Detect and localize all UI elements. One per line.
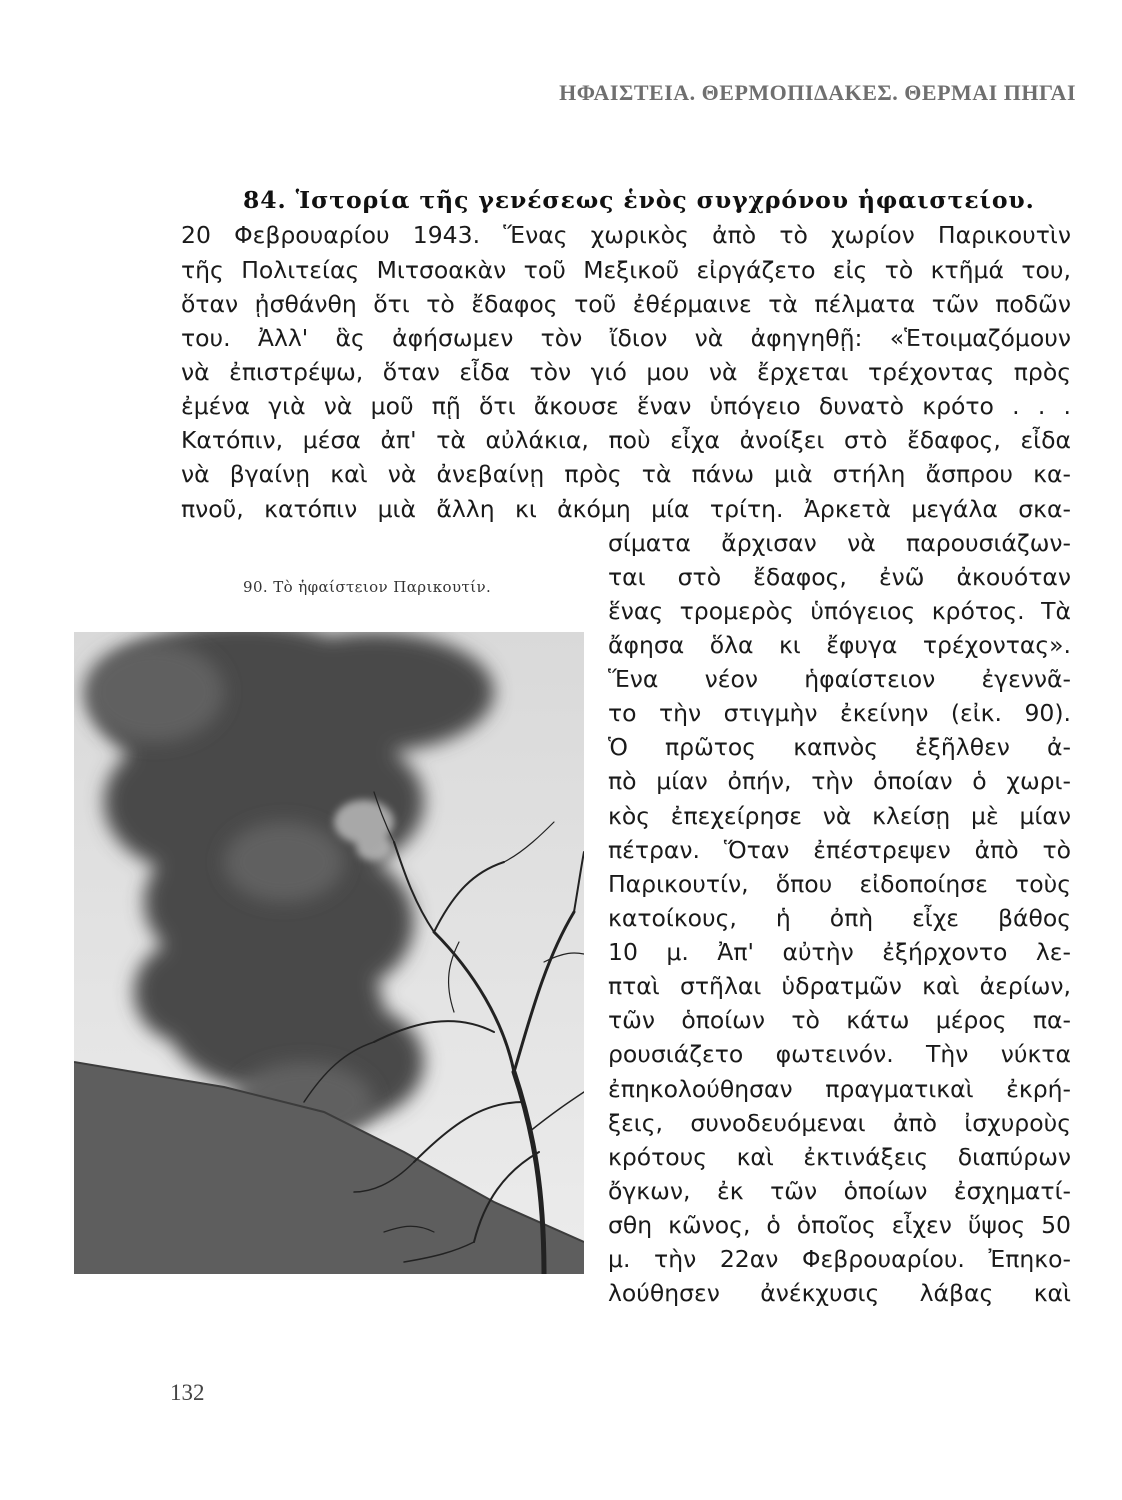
body-line: νὰ βγαίνῃ καὶ νὰ ἀνεβαίνῃ πρὸς τὰ πάνω μιὰ στήλη ἄσπρου κα- xyxy=(181,460,1071,488)
column-line: Ἕνα νέον ἡφαίστειον ἐγεννᾶ- xyxy=(608,665,1071,693)
running-head: ΗΦΑΙΣΤΕΙΑ. ΘΕΡΜΟΠΙΔΑΚΕΣ. ΘΕΡΜΑΙ ΠΗΓΑΙ xyxy=(559,80,1076,105)
body-line: τῆς Πολιτείας Μιτσοακὰν τοῦ Μεξικοῦ εἰργάζετο εἰς τὸ κτῆμά του, xyxy=(181,256,1071,284)
column-line: Παρικουτίν, ὅπου εἰδοποίησε τοὺς xyxy=(608,870,1071,898)
section-heading: 84. Ἱστορία τῆς γενέσεως ἑνὸς συγχρόνου ἡφαιστείου. xyxy=(243,186,1035,214)
column-line: τῶν ὁποίων τὸ κάτω μέρος πα- xyxy=(608,1006,1071,1034)
figure-caption: 90. Τὸ ἡφαίστειον Παρικουτίν. xyxy=(243,578,492,596)
body-line: ἐμένα γιὰ νὰ μοῦ πῇ ὅτι ἄκουσε ἕναν ὑπόγειο δυνατὸ κρότο . . . xyxy=(181,392,1071,420)
column-line: λούθησεν ἀνέκχυσις λάβας καὶ xyxy=(608,1279,1071,1307)
column-line: Ὁ πρῶτος καπνὸς ἐξῆλθεν ἀ- xyxy=(608,733,1071,761)
column-line: κατοίκους, ἡ ὀπὴ εἶχε βάθος xyxy=(608,904,1071,932)
column-line: ὄγκων, ἐκ τῶν ὁποίων ἐσχηματί- xyxy=(608,1177,1071,1205)
body-line: νὰ ἐπιστρέψω, ὅταν εἶδα τὸν γιό μου νὰ ἔρχεται τρέχοντας πρὸς xyxy=(181,358,1071,386)
column-line: ἕνας τρομερὸς ὑπόγειος κρότος. Τὰ xyxy=(608,597,1071,625)
column-line: σθη κῶνος, ὁ ὁποῖος εἶχεν ὕψος 50 xyxy=(608,1211,1071,1239)
body-line: ὅταν ᾐσθάνθη ὅτι τὸ ἔδαφος τοῦ ἐθέρμαινε τὰ πέλματα τῶν ποδῶν xyxy=(181,290,1071,318)
column-line: σίματα ἄρχισαν νὰ παρουσιάζων- xyxy=(608,529,1071,557)
column-line: ἐπηκολούθησαν πραγματικαὶ ἐκρή- xyxy=(608,1075,1071,1103)
page-number: 132 xyxy=(170,1380,205,1405)
column-line: ξεις, συνοδευόμεναι ἀπὸ ἰσχυροὺς xyxy=(608,1109,1071,1137)
column-line: 10 μ. Ἀπ' αὐτὴν ἐξήρχοντο λε- xyxy=(608,938,1071,966)
column-line: ἄφησα ὅλα κι ἔφυγα τρέχοντας». xyxy=(608,631,1071,659)
column-line: ρουσιάζετο φωτεινόν. Τὴν νύκτα xyxy=(608,1040,1071,1068)
column-line: πὸ μίαν ὀπήν, τὴν ὁποίαν ὁ χωρι- xyxy=(608,767,1071,795)
body-line: πνοῦ, κατόπιν μιὰ ἄλλη κι ἀκόμη μία τρίτη. Ἀρκετὰ μεγάλα σκα- xyxy=(181,495,1071,523)
body-line: του. Ἀλλ' ἃς ἀφήσωμεν τὸν ἴδιον νὰ ἀφηγηθῇ: «Ἑτοιμαζόμουν xyxy=(181,324,1071,352)
column-line: κρότους καὶ ἐκτινάξεις διαπύρων xyxy=(608,1143,1071,1171)
volcano-photo xyxy=(74,632,584,1274)
column-line: το τὴν στιγμὴν ἐκείνην (εἰκ. 90). xyxy=(608,699,1071,727)
column-line: μ. τὴν 22αν Φεβρουαρίου. Ἐπηκο- xyxy=(608,1245,1071,1273)
column-line: κὸς ἐπεχείρησε νὰ κλείσῃ μὲ μίαν xyxy=(608,802,1071,830)
body-line: Κατόπιν, μέσα ἀπ' τὰ αὐλάκια, ποὺ εἶχα ἀνοίξει στὸ ἔδαφος, εἶδα xyxy=(181,426,1071,454)
column-line: πταὶ στῆλαι ὑδρατμῶν καὶ ἀερίων, xyxy=(608,972,1071,1000)
column-line: πέτραν. Ὅταν ἐπέστρεψεν ἀπὸ τὸ xyxy=(608,836,1071,864)
column-line: ται στὸ ἔδαφος, ἐνῶ ἀκουόταν xyxy=(608,563,1071,591)
body-line: 20 Φεβρουαρίου 1943. Ἕνας χωρικὸς ἀπὸ τὸ χωρίον Παρικουτὶν xyxy=(181,221,1071,249)
